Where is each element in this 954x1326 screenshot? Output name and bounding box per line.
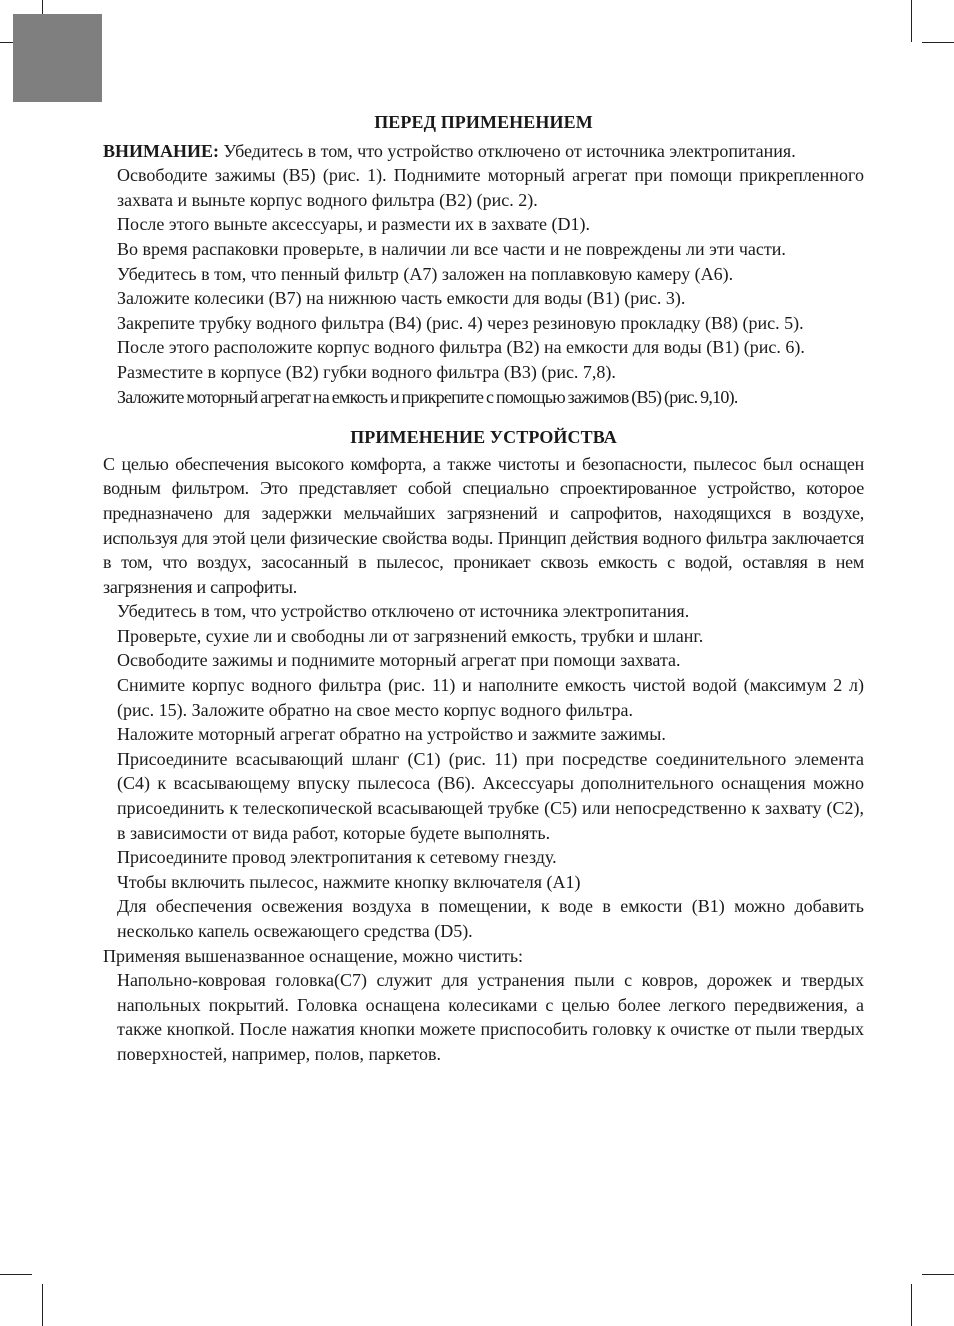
step-item: Для обеспечения освежения воздуха в помещении, к воде в емкости (B1) можно добавить несколько капель освежающего средства (D5). bbox=[117, 896, 864, 941]
step-item: Закрепите трубку водного фильтра (B4) (рис. 4) через резиновую прокладку (B8) (рис. 5). bbox=[117, 312, 804, 333]
step-item: Убедитесь в том, что устройство отключено от источника электропитания. bbox=[117, 601, 690, 622]
section-title-before-use: ПЕРЕД ПРИМЕНЕНИЕМ bbox=[374, 112, 593, 132]
warning-paragraph bbox=[103, 139, 864, 164]
step-item: Разместите в корпусе (B2) губки водного фильтра (B3) (рис. 7,8). bbox=[117, 361, 616, 382]
step-item: Чтобы включить пылесос, нажмите кнопку включателя (A1) bbox=[117, 871, 581, 892]
section-title-device-use: ПРИМЕНЕНИЕ УСТРОЙСТВА bbox=[350, 427, 617, 448]
warning-label: ВНИМАНИЕ: bbox=[103, 140, 219, 161]
step-item: Присоедините всасывающий шланг (C1) (рис. 11) при посредстве соединительного элемента (C4) к всасывающему впуску пылесоса (B6). Аксессуары дополнительного оснащения можно присоединить к телескопической всасывающей трубке (C5) или непосредственно к захвату (C2), в зависимости от вида работ, которые будете выполнять. bbox=[117, 748, 864, 843]
warning-text: Убедитесь в том, что устройство отключено от источника электропитания. bbox=[219, 140, 796, 161]
crop-mark bbox=[42, 1284, 43, 1326]
step-item: Проверьте, сухие ли и свободны ли от загрязнений емкость, трубки и шланг. bbox=[117, 625, 704, 646]
step-item: Освободите зажимы и поднимите моторный агрегат при помощи захвата. bbox=[117, 650, 681, 671]
page-content bbox=[103, 108, 864, 1067]
step-item: Снимите корпус водного фильтра (рис. 11) и наполните емкость чистой водой (максимум 2 л) (рис. 15). Заложите обратно на свое место корпус водного фильтра. bbox=[117, 675, 864, 720]
step-item: Присоедините провод электропитания к сетевому гнезду. bbox=[117, 847, 557, 868]
crop-mark bbox=[922, 1274, 954, 1275]
crop-mark bbox=[922, 42, 954, 43]
step-item: Заложите колесики (B7) на нижнюю часть емкости для воды (B1) (рис. 3). bbox=[117, 288, 686, 309]
accessory-item: Напольно-ковровая головка(C7) служит для устранения пыли с ковров, дорожек и твердых напольных покрытий. Головка оснащена колесиками с целью более легкого передвижения, а также кнопкой. После нажатия кнопки можете приспособить головку к очистке от пыли твердых поверхностей, например, полов, паркетов. bbox=[117, 970, 864, 1064]
step-item: После этого выньте аксессуары, и размести их в захвате (D1). bbox=[117, 214, 590, 235]
step-item: Заложите моторный агрегат на емкость и прикрепите с помощью зажимов (B5) (рис. 9,10). bbox=[117, 386, 738, 407]
crop-mark bbox=[911, 1284, 912, 1326]
crop-mark bbox=[0, 1274, 32, 1275]
intro-paragraph: С целью обеспечения высокого комфорта, а также чистоты и безопасности, пылесос был оснащен водным фильтром. Это представляет собой специально спроектированное устройство, которое предназначено для задержки мельчайших загрязнений и сапрофитов, находящихся в воздухе, используя для этой цели физические свойства воды. Принцип действия водного фильтра заключается в том, что воздух, засосанный в пылесос, проникает сквозь емкость с водой, оставляя в нем загрязнения и сапрофиты. bbox=[103, 453, 864, 597]
page-tab-block bbox=[13, 14, 102, 102]
step-item: Убедитесь в том, что пенный фильтр (A7) заложен на поплавковую камеру (A6). bbox=[117, 263, 734, 284]
step-item: Освободите зажимы (B5) (рис. 1). Поднимите моторный агрегат при помощи прикрепленного захвата и выньте корпус водного фильтра (B2) (рис. 2). bbox=[117, 165, 864, 210]
step-item: Наложите моторный агрегат обратно на устройство и зажмите зажимы. bbox=[117, 724, 666, 745]
step-item: Во время распаковки проверьте, в наличии ли все части и не повреждены ли эти части. bbox=[117, 238, 786, 259]
accessories-intro: Применяя вышеназванное оснащение, можно чистить: bbox=[103, 945, 524, 966]
crop-mark bbox=[911, 0, 912, 42]
step-item: После этого расположите корпус водного фильтра (B2) на емкости для воды (B1) (рис. 6). bbox=[117, 337, 805, 358]
